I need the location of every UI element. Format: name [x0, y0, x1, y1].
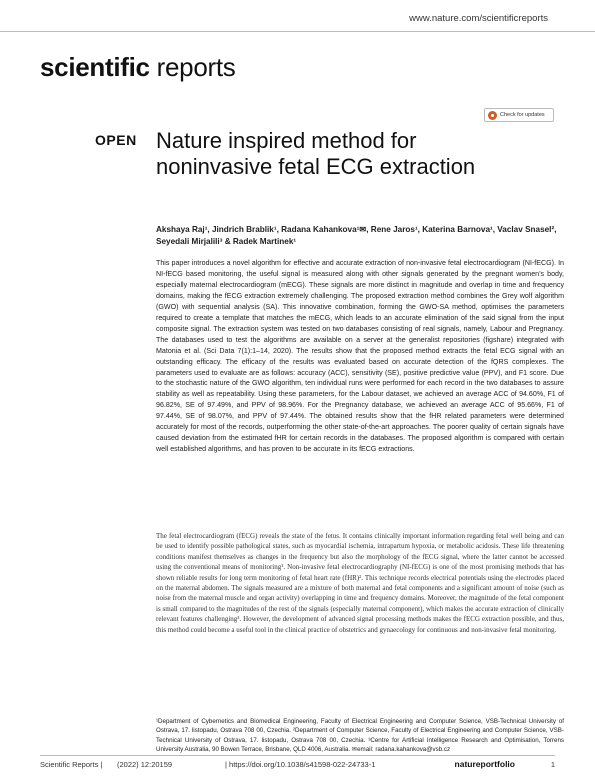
page-number: 1	[550, 760, 555, 769]
journal-logo[interactable]	[40, 52, 235, 83]
footer-journal: Scientific Reports |	[40, 760, 103, 769]
body-paragraph: The fetal electrocardiogram (fECG) reveals the state of the fetus. It contains clinically important information regarding fetal well being and can be used to identify possible pathological states, such as myocardial ischemia, intrapartum hypoxia, or metabolic acidosis. These life threatening conditions manifest themselves as changes in the frequency but also the morphology of the fECG signal, where the latter cannot be accessed using the conventional means of monitoring¹. Non-invasive fetal electrocardiography (NI-fECG) is one of the most promising methods that has shown reliable results for long term monitoring of fetal heart rate (fHR)². This technique records electrical potentials using the electrodes placed on the maternal abdomen. The signals measured are a mixture of both maternal and fetal components and a significant amount of noise (such as noise from the maternal muscle and organ activity) overlapping in time and frequency domains. Moreover, the magnitude of the fetal component is small compared to the magnitudes of the rest of the signals (especially maternal component), which makes the accurate extraction of clinically relevant features challenging³. However, the development of advanced signal processing methods makes the fECG extraction possible, and thus, this method could become a useful tool in the clinical practice of obstetrics and gynaecology for continuous and non-invasive fetal monitoring.	[156, 532, 564, 634]
journal-url[interactable]: www.nature.com/scientificreports	[409, 13, 548, 24]
abstract: This paper introduces a novel algorithm for effective and accurate extraction of non-invasive fetal electrocardiogram (NI-fECG). In NI-fECG based monitoring, the useful signal is measured along with other signals generated by the pregnant women’s body, especially maternal electrocardiogram (mECG). These signals are more distinct in magnitude and overlap in time and frequency domains, making the fECG extraction extremely challenging. The proposed extraction method combines the Grey wolf algorithm (GWO) with sequential analysis (SA). This innovative combination, forming the GWO-SA method, optimises the parameters required to create a template that matches the mECG, which leads to an accurate elimination of the said signal from the input composite signal. The extraction system was tested on two databases consisting of real signals, namely, Labour and Pregnancy. The databases used to test the algorithms are available on a server at the generalist repositories (figshare) integrated with Matonia et al. (Sci Data 7(1):1–14, 2020). The results show that the proposed method extracts the fetal ECG signal with an outstanding efficacy. The efficacy of the results was evaluated based on accurate detection of the fQRS complexes. The parameters used to evaluate are as follows: accuracy (ACC), sensitivity (SE), positive predictive value (PPV), and F1 score. Due to the stochastic nature of the GWO algorithm, ten individual runs were performed for each record in the two databases to assure stability as well as repeatability. Using these parameters, for the Labour dataset, we achieved an average ACC of 94.60%, F1 of 96.82%, SE of 97.49%, and PPV of 98.96%. For the Pregnancy database, we achieved an average ACC of 95.66%, F1 of 97.44%, SE of 98.07%, and PPV of 97.44%. The obtained results show that the fHR related parameters were determined accurately for most of the records, outperforming the other state-of-the-art approaches. The poorer quality of certain signals have caused deviation from the estimated fHR for certain records in the databases. The proposed algorithm is compared with certain well established algorithms, and has proven to be accurate in its fECG extractions.	[156, 259, 564, 454]
affiliations: ¹Department of Cybernetics and Biomedical Engineering, Faculty of Electrical Engineering and Computer Science, VSB-Technical University of Ostrava, 17. listopadu, Ostrava 708 00, Czechia. ²Department of Computer Science, Faculty of Electrical Engineering and Computer Science, VSB-Technical University of Ostrava, 17. listopadu, Ostrava 708 00, Czechia. ³Centre for Artificial Intelligence Research and Optimisation, Torrens University Australia, 90 Bowen Terrace, Brisbane, QLD 4006, Australia. ✉email: radana.kahankova@vsb.cz	[156, 718, 564, 754]
footer-doi-link[interactable]: | https://doi.org/10.1038/s41598-022-24733-1	[225, 760, 376, 769]
check-updates-icon	[488, 111, 497, 120]
footer-volume: (2022) 12:20159	[117, 760, 173, 769]
journal-logo-light: reports	[156, 52, 236, 82]
article-title: Nature inspired method for noninvasive fetal ECG extraction	[156, 128, 476, 179]
check-updates-label: Check for updates	[500, 112, 545, 118]
author-list[interactable]: Akshaya Raj¹, Jindrich Brablik¹, Radana Kahankova¹✉, Rene Jaros¹, Katerina Barnova¹, Vaclav Snasel², Seyedali Mirjalili³ & Radek Martinek¹	[156, 225, 557, 246]
journal-logo-bold: scientific	[40, 52, 150, 82]
page-footer	[40, 760, 555, 772]
footer-divider	[40, 755, 555, 756]
check-updates-button[interactable]	[484, 108, 554, 122]
publisher-logo: natureportfolio	[454, 759, 515, 769]
header-divider	[0, 31, 595, 32]
open-access-label: OPEN	[95, 132, 137, 148]
